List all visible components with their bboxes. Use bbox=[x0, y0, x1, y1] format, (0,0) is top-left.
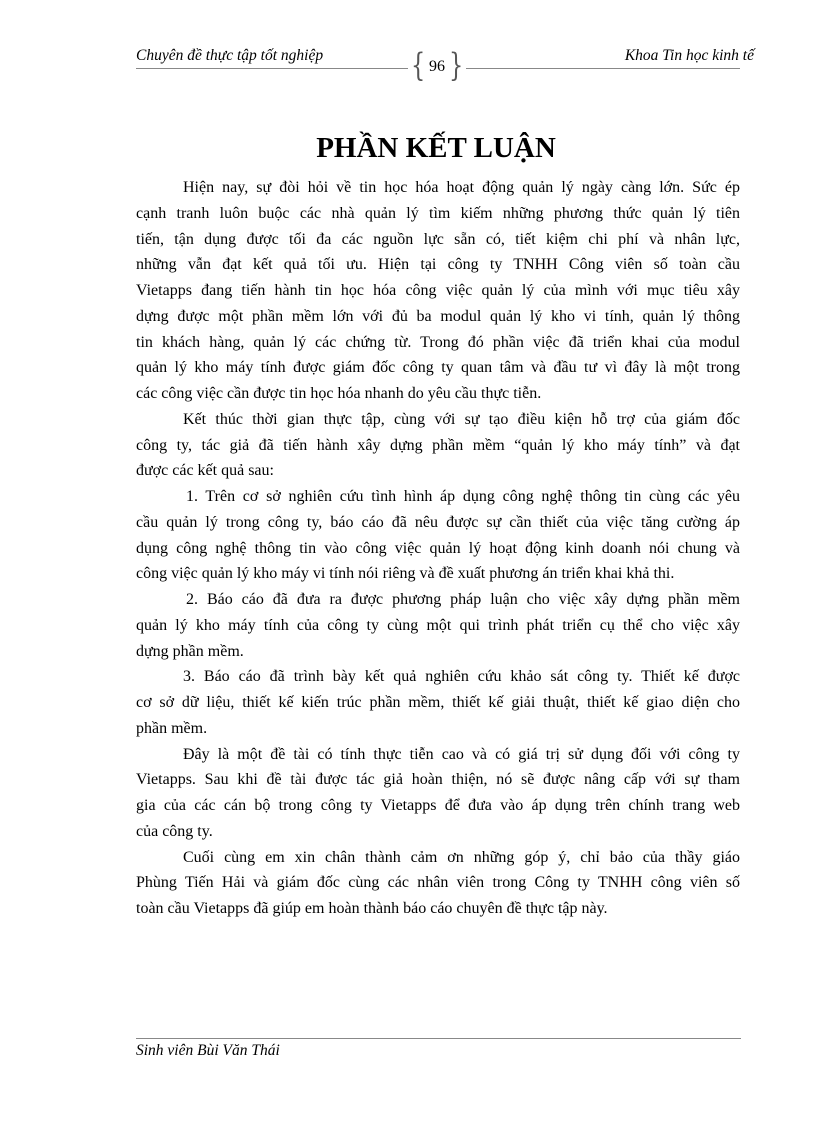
text-line: toàn cầu Vietapps đã giúp em hoàn thành báo cáo chuyên đề thực tập này. bbox=[136, 900, 608, 917]
text-line: 1. Trên cơ sở nghiên cứu tình hình áp dụng công nghệ thông tin cùng các yêu bbox=[186, 488, 740, 505]
text-line: cạnh tranh luôn buộc các nhà quản lý tìm kiếm những phương thức quản lý tiên bbox=[136, 204, 740, 222]
text-line: những vẫn đạt kết quả tối ưu. Hiện tại công ty TNHH Công viên số toàn cầu bbox=[136, 256, 740, 274]
page-number-box bbox=[408, 46, 466, 84]
text-line: các công việc cần được tin học hóa nhanh do yêu cầu thực tiễn. bbox=[136, 385, 542, 402]
text-line: của công ty. bbox=[136, 822, 213, 840]
text-line: Vietapps đang tiến hành tin học hóa công việc quản lý của mình với mục tiêu xây bbox=[136, 282, 740, 299]
text-line: dựng phần mềm. bbox=[136, 642, 244, 660]
text-line: công việc quản lý kho máy vi tính nói riêng và đề xuất phương án triển khai khả thi. bbox=[136, 565, 675, 583]
text-line: dụng công nghệ thông tin vào công việc quản lý hoạt động kinh doanh nói chung và bbox=[136, 539, 740, 557]
page-title: PHẦN KẾT LUẬN bbox=[316, 132, 556, 164]
text-line: Phùng Tiến Hải và giám đốc cùng các nhân viên trong Công ty TNHH công viên số bbox=[136, 874, 740, 892]
document-body bbox=[136, 175, 740, 922]
header-right-title: Khoa Tin học kinh tế bbox=[624, 47, 754, 64]
footer-author: Sinh viên Bùi Văn Thái bbox=[136, 1042, 280, 1059]
paragraph bbox=[136, 407, 740, 484]
right-brace-icon: } bbox=[448, 46, 463, 84]
text-line: 2. Báo cáo đã đưa ra được phương pháp luận cho việc xây dựng phần mềm bbox=[186, 591, 740, 608]
header-rule-left bbox=[136, 68, 408, 69]
header-rule-right bbox=[466, 68, 740, 69]
paragraph bbox=[136, 175, 740, 407]
text-line: Kết thúc thời gian thực tập, cùng với sự tạo điều kiện hỗ trợ của giám đốc bbox=[183, 410, 740, 428]
footer-rule bbox=[136, 1038, 741, 1039]
text-line: Hiện nay, sự đòi hỏi về tin học hóa hoạt động quản lý ngày càng lớn. Sức ép bbox=[183, 179, 740, 196]
paragraph bbox=[136, 587, 740, 664]
text-line: Vietapps. Sau khi đề tài được tác giả hoàn thiện, nó sẽ được nâng cấp với sự tham bbox=[136, 771, 740, 789]
text-line: công ty, tác giả đã tiến hành xây dựng phần mềm “quản lý kho máy tính” và đạt bbox=[136, 436, 740, 454]
text-line: tin khách hàng, quản lý các chứng từ. Trong đó phần việc đã triển khai của modul bbox=[136, 333, 740, 351]
text-line: cầu quản lý trong công ty, báo cáo đã nêu được sự cần thiết của việc tăng cường áp bbox=[136, 513, 740, 531]
text-line: được các kết quả sau: bbox=[136, 462, 274, 480]
text-line: 3. Báo cáo đã trình bày kết quả nghiên cứu khảo sát công ty. Thiết kế được bbox=[183, 668, 740, 686]
paragraph bbox=[136, 742, 740, 845]
text-line: Cuối cùng em xin chân thành cảm ơn những góp ý, chỉ bảo của thầy giáo bbox=[183, 848, 740, 866]
text-line: phần mềm. bbox=[136, 719, 208, 737]
left-brace-icon: { bbox=[411, 46, 426, 84]
text-line: quản lý kho máy tính của công ty cùng một qui trình phát triển cụ thể cho việc xây bbox=[136, 616, 740, 634]
text-line: Đây là một đề tài có tính thực tiễn cao và có giá trị sử dụng đối với công ty bbox=[183, 745, 740, 763]
text-line: gia của các cán bộ trong công ty Vietapps để đưa vào áp dụng trên chính trang web bbox=[136, 797, 740, 814]
paragraph bbox=[136, 845, 740, 922]
text-line: quản lý kho máy tính được giám đốc công ty quan tâm và đầu tư vì đây là một trong bbox=[136, 359, 740, 377]
paragraph bbox=[136, 664, 740, 741]
text-line: dựng được một phần mềm lớn với đủ ba modul quản lý kho vi tính, quản lý thông bbox=[136, 307, 740, 325]
header-left-title: Chuyên đề thực tập tốt nghiệp bbox=[136, 47, 324, 64]
text-line: cơ sở dữ liệu, thiết kế kiến trúc phần mềm, thiết kế giải thuật, thiết kế giao diện cho bbox=[136, 694, 740, 711]
text-line: tiến, tận dụng được tối đa các nguồn lực sẵn có, tiết kiệm chi phí và nhân lực, bbox=[136, 230, 740, 248]
paragraph bbox=[136, 484, 740, 587]
page-number: 96 bbox=[429, 58, 445, 75]
